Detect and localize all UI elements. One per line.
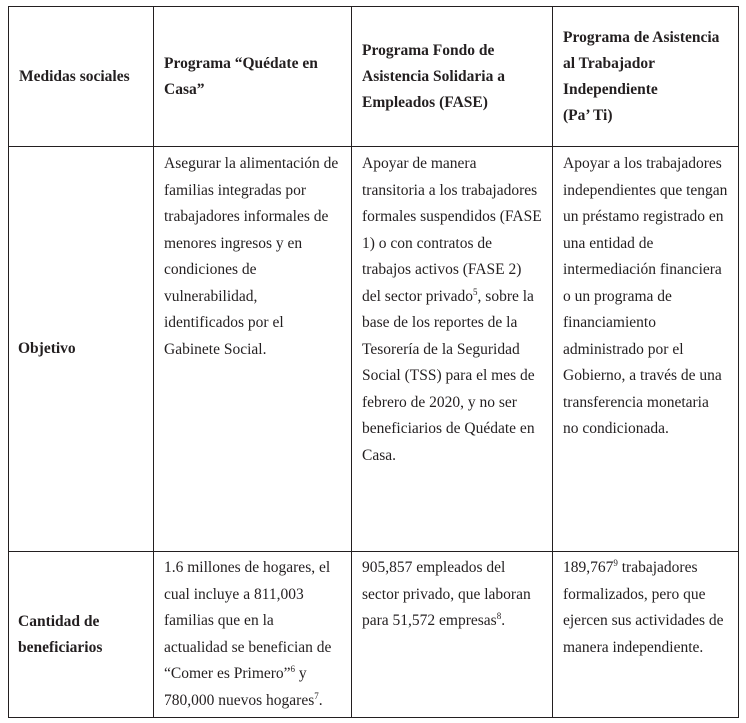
cell-text: 189,767 bbox=[563, 559, 614, 576]
footnote-ref: 5 bbox=[473, 286, 478, 297]
cell-text: trabajadores formalizados, pero que ejercen sus actividades de manera independiente. bbox=[563, 559, 724, 656]
table-row-beneficiarios bbox=[9, 552, 739, 718]
cell-text: . bbox=[318, 691, 323, 709]
footnote-ref: 8 bbox=[496, 611, 502, 621]
footnote-ref: 7 bbox=[314, 690, 319, 701]
table-header-row bbox=[9, 7, 739, 147]
table-row-objetivo bbox=[9, 147, 739, 552]
footnote-ref: 9 bbox=[613, 558, 618, 568]
header-pa-ti-abbr: (Pa’ Ti) bbox=[563, 106, 613, 124]
cell-objetivo-fase bbox=[352, 147, 553, 552]
header-medidas-sociales: Medidas sociales bbox=[9, 7, 154, 147]
social-measures-table bbox=[8, 6, 739, 718]
cell-text: Apoyar de manera transitoria a los trabajadores formales suspendidos (FASE 1) o con contratos de trabajos activos (FASE 2) del sector privado bbox=[362, 155, 542, 305]
cell-text: 905,857 empleados del sector privado, que laboran para 51,572 empresas bbox=[362, 559, 531, 629]
row-label-objetivo: Objetivo bbox=[9, 147, 154, 552]
cell-text: 1.6 millones de hogares, el cual incluye a 811,003 familias que en la actualidad se benefician de “Comer es Primero” bbox=[164, 559, 332, 682]
header-quedate-en-casa: Programa “Quédate en Casa” bbox=[154, 7, 352, 147]
header-pa-ti bbox=[553, 7, 739, 147]
header-pa-ti-title: Programa de Asistencia al Trabajador Independiente bbox=[563, 28, 720, 98]
row-label-cantidad-beneficiarios: Cantidad de beneficiarios bbox=[9, 552, 154, 718]
footnote-ref: 6 bbox=[290, 664, 296, 674]
cell-objetivo-quedate: Asegurar la alimentación de familias integradas por trabajadores informales de menores ingresos y en condiciones de vulnerabilidad, identificados por el Gabinete Social. bbox=[154, 147, 352, 552]
cell-text: y 780,000 nuevos hogares bbox=[164, 665, 315, 709]
cell-objetivo-pa-ti: Apoyar a los trabajadores independientes que tengan un préstamo registrado en una entidad de intermediación financiera o un programa de financiamiento administrado por el Gobierno, a través de una transferencia monetaria no condicionada. bbox=[553, 147, 739, 552]
cell-text: , sobre la base de los reportes de la Tesorería de la Seguridad Social (TSS) para el mes de febrero de 2020, y no ser beneficiarios de Quédate en Casa. bbox=[362, 287, 535, 464]
cell-beneficiarios-quedate bbox=[154, 552, 352, 718]
cell-beneficiarios-pa-ti bbox=[553, 552, 739, 718]
cell-beneficiarios-fase bbox=[352, 552, 553, 718]
header-fase: Programa Fondo de Asistencia Solidaria a Empleados (FASE) bbox=[352, 7, 553, 147]
cell-text: . bbox=[501, 612, 506, 629]
